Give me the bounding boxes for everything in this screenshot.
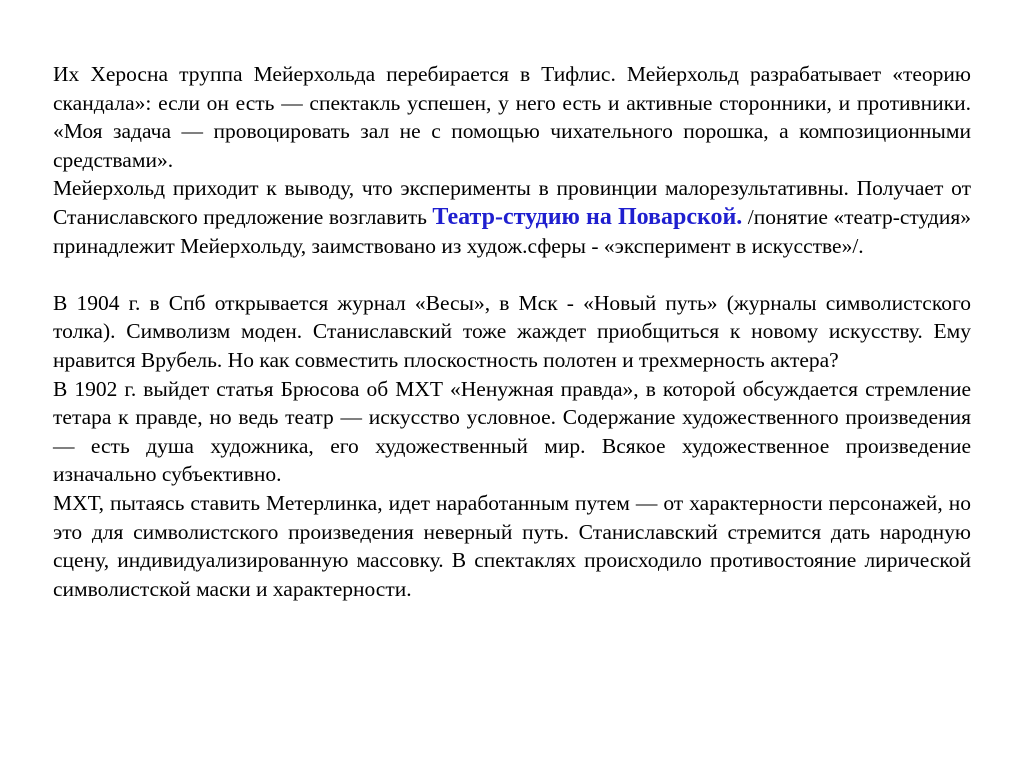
paragraph-theatre-studio-start: Мейерхольд приходит к выводу, что эксперименты в провинции малорезультативны. Получает от Станиславского предложение возглавить [53,176,971,229]
paragraph-theatre-studio [53,174,971,260]
theatre-studio-highlight: Театр-студию на Поварской. [432,203,743,230]
paragraph-meyerhold-tiflis: Их Херосна труппа Мейерхольда перебирается в Тифлис. Мейерхольд разрабатывает «теорию скандала»: если он есть — спектакль успешен, у него есть и активные сторонники, и противники. «Моя задача — провоцировать зал не с помощью чихательного порошка, а композиционными средствами». [53,62,971,172]
paragraph-mht-maeterlinck: МХТ, пытаясь ставить Метерлинка, идет наработанным путем — от характерности персонажей, но это для символистского произведения неверный путь. Станиславский стремится дать народную сцену, индивидуализированную массовку. В спектаклях происходило противостояние лирической символистской маски и характерности. [53,490,971,601]
paragraph-journals-1904: В 1904 г. в Спб открывается журнал «Весы», в Мск - «Новый путь» (журналы символистского толка). Символизм моден. Станиславский тоже жаждет приобщиться к новому искусству. Ему нравится Врубель. Но как совместить плоскостность полотен и трехмерность актера? [53,290,971,372]
slide-text-body [53,60,971,603]
paragraph-spacer [53,260,971,289]
paragraph-theatre-studio-end: /понятие «театр-студия» принадлежит Мейерхольду, заимствовано из худож.сферы - «эксперимент в искусстве»/. [53,204,971,258]
paragraph-bryusov-1902: В 1902 г. выйдет статья Брюсова об МХТ «Ненужная правда», в которой обсуждается стремление тетара к правде, но ведь театр — искусство условное. Содержание художественного произведения — есть душа художника, его художественный мир. Всякое художественное произведение изначально субъективно. [53,376,971,487]
